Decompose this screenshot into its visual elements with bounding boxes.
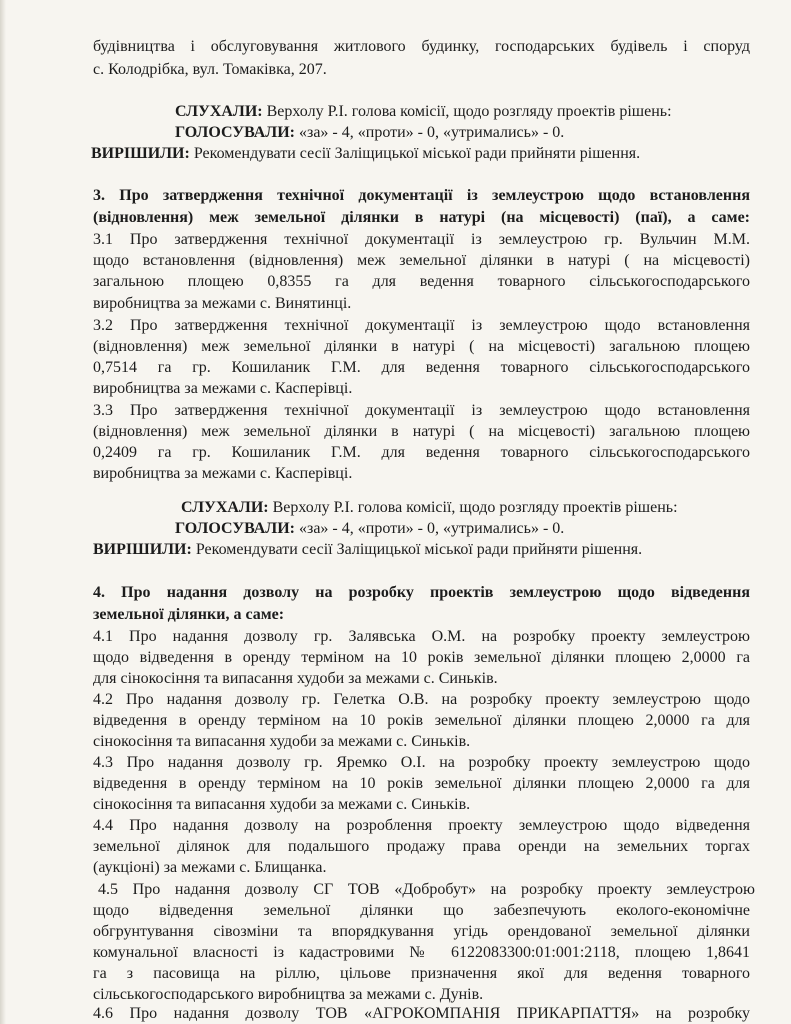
voted-line-1 (175, 123, 755, 143)
intro-line-1: будівництва і обслуговування житлового будинку, господарських будівель і споруд (93, 38, 750, 55)
item4-5-line: 4.5 Про надання дозволу СГ ТОВ «Добробут» на розробку проекту землеустрою (98, 881, 755, 898)
voted-label: ГОЛОСУВАЛИ: (175, 520, 295, 537)
item3-2-line: (відновлення) меж земельної ділянки в натурі ( на місцевості) загальною площею (93, 338, 750, 355)
heard-text: Верхолу Р.І. голова комісії, щодо розгляду проектів рішень: (266, 103, 672, 120)
decided-text: Рекомендувати сесії Заліщицької міської ради прийняти рішення. (195, 541, 643, 558)
item4-2-line: сінокосіння та випасання худоби за межами с. Синьків. (93, 733, 471, 750)
item3-2-line: 3.2 Про затвердження технічної документації із землеустрою щодо встановлення (93, 317, 750, 334)
voted-line-2 (175, 519, 755, 539)
item3-1-line: виробництва за межами с. Винятинці. (93, 295, 352, 312)
item3-3-line: (відновлення) меж земельної ділянки в натурі ( на місцевості) загальною площею (93, 423, 750, 440)
voted-text: «за» - 4, «проти» - 0, «утримались» - 0. (299, 124, 565, 141)
heard-text: Верхолу Р.І. голова комісії, щодо розгляду проектів рішень: (272, 499, 678, 516)
scan-edge (0, 0, 6, 1024)
item4-1-line: для сінокосіння та випасання худоби за межами с. Синьків. (93, 670, 498, 687)
item4-2-line: 4.2 Про надання дозволу гр. Гелетка О.В. на розробку проекту землеустрою щодо (93, 691, 750, 708)
item3-1-line: 3.1 Про затвердження технічної документації із землеустрою гр. Вульчин М.М. (93, 231, 750, 248)
item4-5-line: га з пасовища на ріллю, цільове призначення якої для ведення товарного (93, 965, 750, 982)
item4-5-line: обгрунтування сівозміни та впорядкування угідь орендованої земельної ділянки (93, 923, 750, 940)
item4-1-line: щодо відведення в оренду терміном на 10 років земельної ділянки площею 2,0000 га (93, 649, 750, 666)
decided-label: ВИРІШИЛИ: (93, 541, 192, 558)
item4-4-line: (аукціоні) за межами с. Блищанка. (93, 859, 327, 876)
item4-3-line: сінокосіння та випасання худоби за межами с. Синьків. (93, 796, 471, 813)
item3-3-line: 3.3 Про затвердження технічної документації із землеустрою щодо встановлення (93, 402, 750, 419)
item3-heading-2: (відновлення) меж земельної ділянки в натурі (на місцевості) (паї), а саме: (93, 209, 750, 226)
item3-1-line: щодо встановлення (відновлення) меж земельної ділянки в натурі ( на місцевості) (93, 252, 750, 269)
item4-4-line: земельної ділянок для подальшого продажу права оренди на земельних торгах (93, 838, 750, 855)
heard-label: СЛУХАЛИ: (175, 103, 263, 120)
decided-text: Рекомендувати сесії Заліщицької міської ради прийняти рішення. (193, 145, 641, 162)
item4-2-line: відведення в оренду терміном на 10 років земельної ділянки площею 2,0000 га для (93, 712, 750, 729)
decided-label: ВИРІШИЛИ: (91, 145, 190, 162)
item3-2-line: 0,7514 га гр. Кошиланик Г.М. для ведення товарного сільськогосподарського (93, 359, 750, 376)
heard-line-2 (181, 498, 761, 518)
heard-line-1 (175, 102, 755, 122)
voted-text: «за» - 4, «проти» - 0, «утримались» - 0. (299, 520, 565, 537)
item4-5-line: комунальної власності із кадастровими № 6122083300:01:001:2118, площею 1,8641 (93, 944, 750, 961)
item4-heading-2: земельної ділянки, а саме: (93, 606, 285, 623)
item4-5-line: щодо відведення земельної ділянки що забезпечують еколого-економічне (93, 902, 750, 919)
voted-label: ГОЛОСУВАЛИ: (175, 124, 295, 141)
item3-3-line: 0,2409 га гр. Кошиланик Г.М. для ведення товарного сільськогосподарського (93, 444, 750, 461)
item4-1-line: 4.1 Про надання дозволу гр. Залявська О.М. на розробку проекту землеустрою (93, 628, 750, 645)
item4-3-line: відведення в оренду терміном на 10 років земельної ділянки площею 2,0000 га для (93, 775, 750, 792)
item3-1-line: загальною площею 0,8355 га для ведення товарного сільськогосподарського (93, 273, 750, 290)
item3-heading-1: 3. Про затвердження технічної документації із землеустрою щодо встановлення (93, 187, 750, 204)
item4-6-line: 4.6 Про надання дозволу ТОВ «АГРОКОМПАНІЯ ПРИКАРПАТТЯ» на розробку (93, 1005, 750, 1022)
item4-5-line: сільськогосподарського виробництва за межами с. Дунів. (93, 986, 484, 1003)
item4-heading-1: 4. Про надання дозволу на розробку проектів землеустрою щодо відведення (93, 584, 750, 601)
intro-line-2: с. Колодрібка, вул. Томаківка, 207. (93, 61, 327, 78)
item4-3-line: 4.3 Про надання дозволу гр. Яремко О.І. на розробку проекту землеустрою щодо (93, 754, 750, 771)
decided-line-1 (91, 144, 748, 164)
item3-2-line: виробництва за межами с. Касперівці. (93, 380, 353, 397)
item3-3-line: виробництва за межами с. Касперівці. (93, 465, 353, 482)
heard-label: СЛУХАЛИ: (181, 499, 269, 516)
decided-line-2 (93, 540, 750, 560)
item4-4-line: 4.4 Про надання дозволу на розроблення проекту землеустрою щодо відведення (93, 817, 750, 834)
